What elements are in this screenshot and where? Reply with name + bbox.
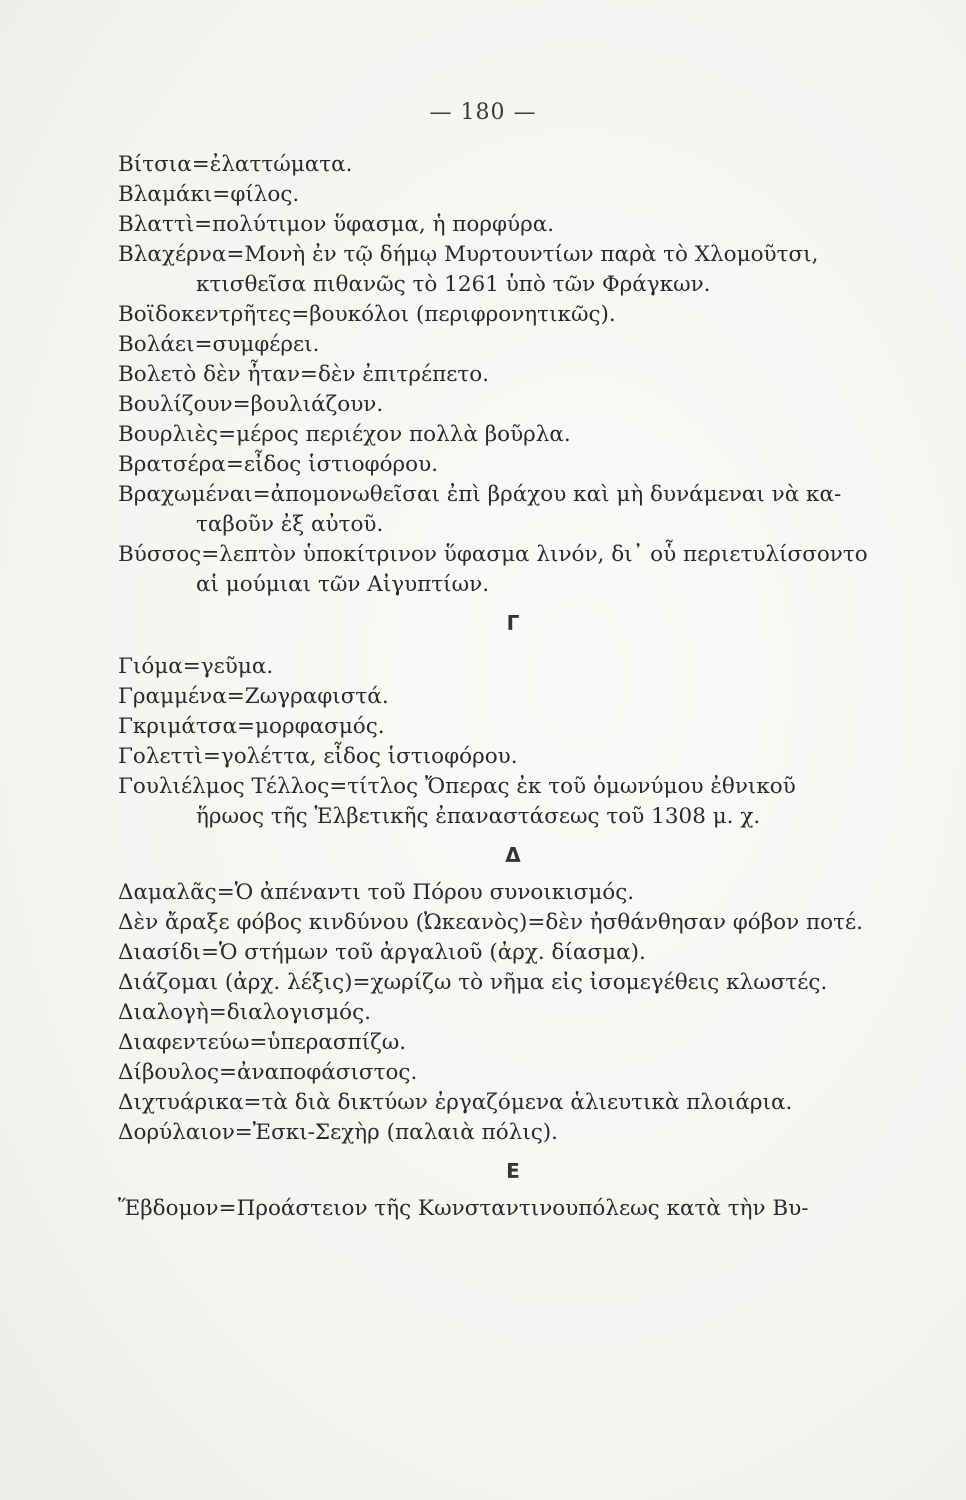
- glossary-entry: Βλαττὶ=πολύτιμον ὕφασμα, ἡ πορφύρα.: [118, 212, 555, 237]
- glossary-entry: Διαλογὴ=διαλογισμός.: [118, 1000, 372, 1025]
- glossary-entry: Βραχωμέναι=ἀπομονωθεῖσαι ἐπὶ βράχου καὶ μὴ δυνάμεναι νὰ κα-: [118, 482, 842, 507]
- section-d: [118, 878, 908, 1148]
- section-heading-d: Δ: [505, 843, 521, 867]
- glossary-entry: Βίτσια=ἐλαττώματα.: [118, 152, 353, 177]
- glossary-entry: Βουλίζουν=βουλιάζουν.: [118, 392, 384, 417]
- glossary-entry: Ἕβδομον=Προάστειον τῆς Κωνσταντινουπόλεως κατὰ τὴν Βυ-: [118, 1196, 809, 1221]
- glossary-entry: Γολεττὶ=γολέττα, εἶδος ἱστιοφόρου.: [118, 744, 518, 769]
- glossary-entry: Διχτυάρικα=τὰ διὰ δικτύων ἐργαζόμενα ἁλιευτικὰ πλοιάρια.: [118, 1090, 793, 1115]
- glossary-entry: Βολάει=συμφέρει.: [118, 332, 320, 357]
- glossary-entry: Βουρλιὲς=μέρος περιέχον πολλὰ βοῦρλα.: [118, 422, 571, 447]
- glossary-entry: Διασίδι=Ὁ στήμων τοῦ ἀργαλιοῦ (ἀρχ. δίασμα).: [118, 940, 646, 965]
- glossary-entry: Διάζομαι (ἀρχ. λέξις)=χωρίζω τὸ νῆμα εἰς ἰσομεγέθεις κλωστές.: [118, 970, 828, 995]
- glossary-entry: Βλαχέρνα=Μονὴ ἐν τῷ δήμῳ Μυρτουντίων παρὰ τὸ Χλομοῦτσι,: [118, 242, 819, 267]
- glossary-entry-continuation: ταβοῦν ἐξ αὐτοῦ.: [196, 512, 384, 537]
- glossary-entry: Βολετὸ δὲν ἦταν=δὲν ἐπιτρέπετο.: [118, 362, 490, 387]
- section-heading-g: Γ: [506, 611, 520, 635]
- glossary-entry-continuation: αἱ μούμιαι τῶν Αἰγυπτίων.: [196, 572, 490, 597]
- glossary-entry: Δαμαλᾶς=Ὁ ἀπέναντι τοῦ Πόρου συνοικισμός.: [118, 880, 635, 905]
- glossary-entry-continuation: κτισθεῖσα πιθανῶς τὸ 1261 ὑπὸ τῶν Φράγκων.: [196, 272, 711, 297]
- glossary-content: [118, 150, 908, 1224]
- section-g: [118, 652, 908, 832]
- glossary-entry: Γραμμένα=Ζωγραφιστά.: [118, 684, 389, 709]
- glossary-entry-continuation: ἥρωος τῆς Ἑλβετικῆς ἐπαναστάσεως τοῦ 1308 μ. χ.: [196, 804, 761, 829]
- section-e: [118, 1194, 908, 1224]
- glossary-entry: Διαφεντεύω=ὑπερασπίζω.: [118, 1030, 407, 1055]
- glossary-entry: Βοϊδοκεντρῆτες=βουκόλοι (περιφρονητικῶς).: [118, 302, 616, 327]
- glossary-entry: Βλαμάκι=φίλος.: [118, 182, 300, 207]
- glossary-entry: Βύσσος=λεπτὸν ὑποκίτρινον ὕφασμα λινόν, δι᾿ οὗ περιετυλίσσοντο: [118, 542, 868, 567]
- glossary-entry: Γκριμάτσα=μορφασμός.: [118, 714, 385, 739]
- glossary-entry: Γιόμα=γεῦμα.: [118, 654, 274, 679]
- glossary-entry: Δὲν ἄραξε φόβος κινδύνου (Ὠκεανὸς)=δὲν ἠσθάνθησαν φόβον ποτέ.: [118, 910, 863, 935]
- glossary-entry: Δίβουλος=ἀναποφάσιστος.: [118, 1060, 418, 1085]
- section-b: [118, 150, 908, 600]
- page-number: — 180 —: [429, 100, 537, 125]
- glossary-entry: Δορύλαιον=Ἐσκι-Σεχὴρ (παλαιὰ πόλις).: [118, 1120, 559, 1145]
- glossary-entry: Γουλιέλμος Τέλλος=τίτλος Ὄπερας ἐκ τοῦ ὁμωνύμου ἐθνικοῦ: [118, 774, 796, 799]
- glossary-entry: Βρατσέρα=εἶδος ἱστιοφόρου.: [118, 452, 439, 477]
- section-heading-e: Ε: [506, 1159, 520, 1183]
